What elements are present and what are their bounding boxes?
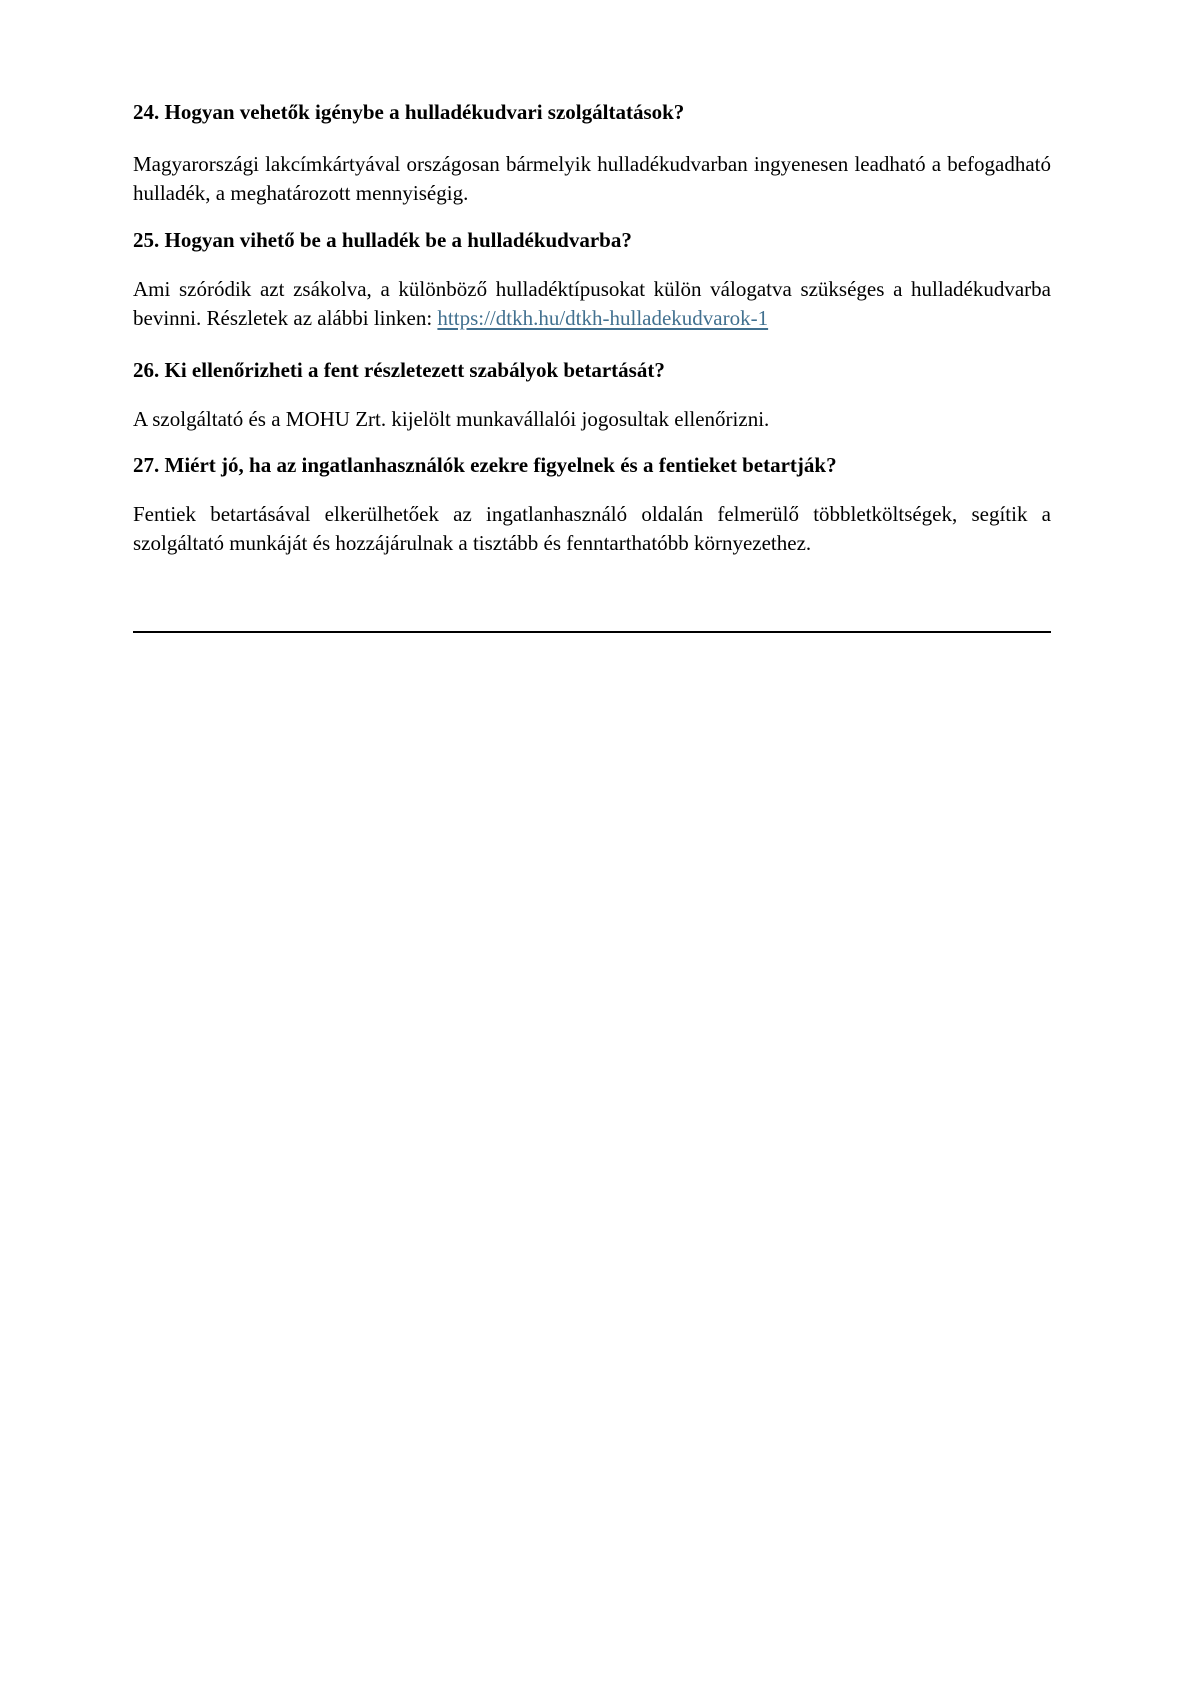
faq-section-25: [133, 226, 1051, 333]
faq-question-25: 25. Hogyan vihető be a hulladék be a hulladékudvarba?: [133, 228, 632, 252]
faq-section-24: [133, 98, 1051, 208]
faq-section-27: [133, 451, 1051, 558]
top-margin: [133, 0, 1051, 98]
faq-answer-25: [133, 275, 1051, 333]
faq-question-24: 24. Hogyan vehetők igénybe a hulladékudvari szolgáltatások?: [133, 100, 685, 124]
document-content: [133, 0, 1051, 633]
faq-answer-27: Fentiek betartásával elkerülhetőek az ingatlanhasználó oldalán felmerülő többletköltségek, segítik a szolgáltató munkáját és hozzájárulnak a tisztább és fenntarthatóbb környezethez.: [133, 502, 1051, 555]
faq-question-27: 27. Miért jó, ha az ingatlanhasználók ezekre figyelnek és a fentieket betartják?: [133, 453, 837, 477]
faq-answer-26: A szolgáltató és a MOHU Zrt. kijelölt munkavállalói jogosultak ellenőrizni.: [133, 407, 770, 431]
faq-answer-24: Magyarországi lakcímkártyával országosan bármelyik hulladékudvarban ingyenesen leadható a befogadható hulladék, a meghatározott mennyiségig.: [133, 152, 1051, 205]
section-divider: [133, 631, 1051, 633]
dtkh-hulladekudvarok-link[interactable]: https://dtkh.hu/dtkh-hulladekudvarok-1: [437, 306, 769, 330]
faq-section-26: [133, 356, 1051, 434]
faq-question-26: 26. Ki ellenőrizheti a fent részletezett szabályok betartását?: [133, 358, 665, 382]
faq-answer-25-text: Ami szóródik azt zsákolva, a különböző hulladéktípusokat külön válogatva szükséges a hulladékudvarba bevinni. Részletek az alábbi linken:: [133, 277, 1051, 330]
